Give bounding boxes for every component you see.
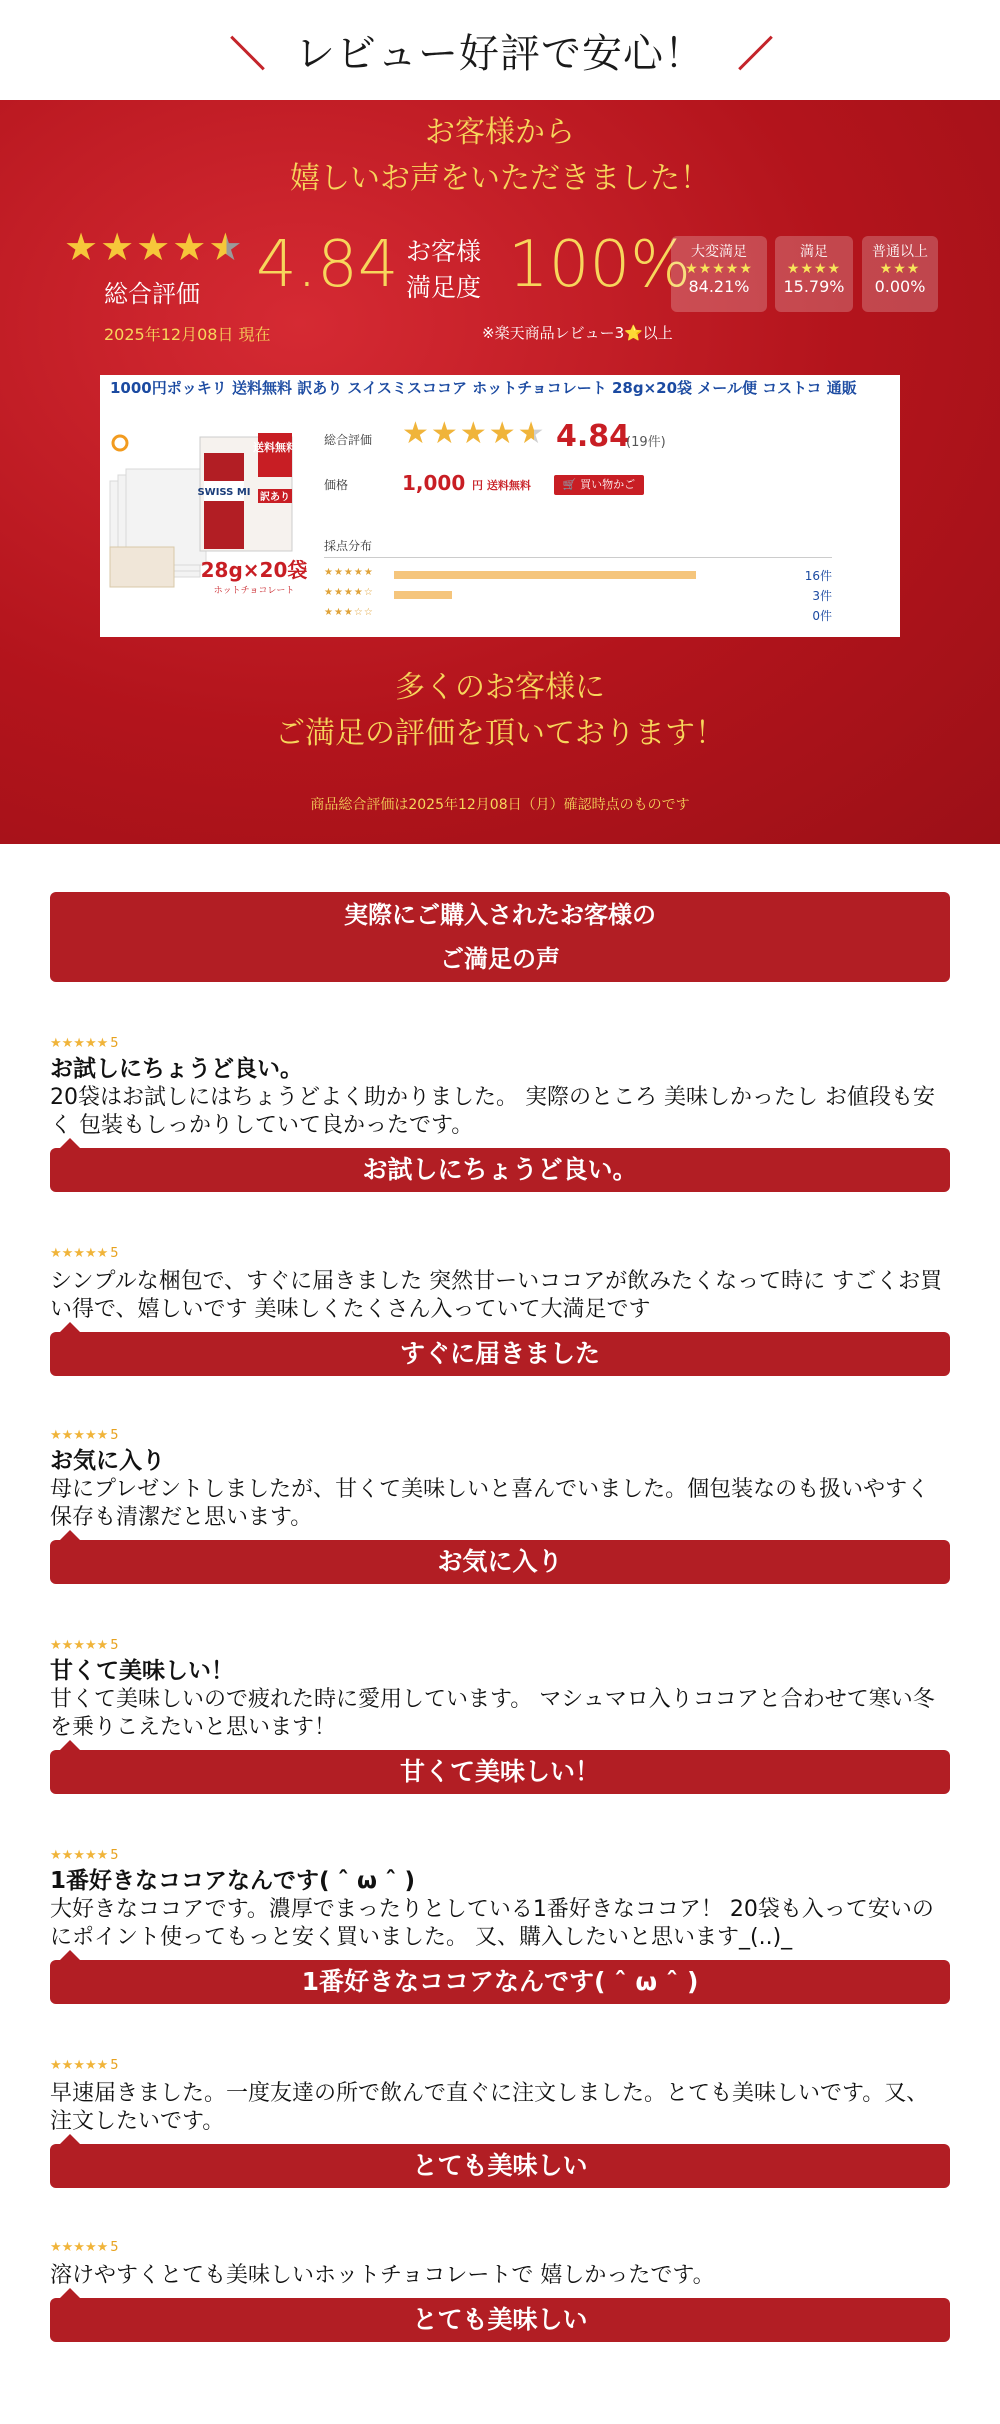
review-stars — [50, 1246, 950, 1264]
section-banner — [50, 892, 950, 982]
svg-text:送料無料: 送料無料 — [253, 441, 297, 454]
product-title-link[interactable]: 1000円ポッキリ 送料無料 訳あり スイスミスココア ホットチョコレート 28g×20袋 メール便 コストコ 通販 — [110, 379, 857, 397]
review-stars — [50, 1428, 950, 1446]
star-icon: ★ — [100, 225, 135, 269]
review-body: シンプルな梱包で、すぐに届きました 突然甘ーいココアが飲みたくなって時に すごくお買い得で、嬉しいです 美味しくたくさん入っていて大満足です — [50, 1269, 943, 1322]
band-footnote: 商品総合評価は2025年12月08日（月）確認時点のものです — [310, 797, 690, 813]
divider — [324, 557, 832, 558]
rate-box-label: 大変満足 — [691, 244, 747, 260]
overall-score: 4.84 — [256, 228, 399, 302]
review-item — [50, 1036, 950, 1192]
distribution-row-4 — [324, 587, 832, 603]
decorative-slash-left — [230, 36, 265, 71]
review-item — [50, 1638, 950, 1794]
review-stars-glyphs: ★★★★★ — [50, 1638, 109, 1653]
half-star-icon: ★ — [208, 225, 243, 269]
add-to-cart-button[interactable]: 🛒 買い物かご — [554, 475, 644, 495]
card-price-label: 価格 — [324, 478, 349, 492]
review-rating: 5 — [110, 1848, 119, 1863]
distribution-stars: ★★★★☆ — [324, 587, 374, 598]
review-rating: 5 — [110, 2058, 119, 2073]
review-title: お試しにちょうど良い。 — [50, 1056, 303, 1082]
rate-box-very-satisfied — [671, 236, 767, 312]
card-price: 1,000 — [402, 471, 466, 495]
distribution-row-5 — [324, 567, 832, 583]
half-star-icon: ★ — [517, 416, 545, 451]
satisfaction-value: 100% — [508, 228, 691, 302]
review-body: 母にプレゼントしましたが、甘くて美味しいと喜んでいました。個包装なのも扱いやすく保存も清潔だと思います。 — [50, 1477, 930, 1530]
review-stars-glyphs: ★★★★★ — [50, 2058, 109, 2073]
distribution-stars: ★★★★★ — [324, 567, 374, 578]
card-overall-label: 総合評価 — [324, 433, 373, 447]
overall-stars — [64, 225, 243, 269]
star-icon: ★ — [459, 416, 487, 451]
card-score: 4.84 — [556, 419, 631, 454]
card-stars — [402, 416, 545, 451]
review-rating: 5 — [110, 1638, 119, 1653]
band-footer-line1: 多くのお客様に — [395, 670, 605, 705]
card-review-count[interactable]: (19件) — [626, 435, 666, 450]
rate-box-stars: ★★★ — [879, 261, 921, 277]
satisfaction-label-line2: 満足度 — [406, 273, 482, 302]
rate-box-label: 満足 — [800, 244, 828, 260]
rate-box-satisfied — [775, 236, 853, 312]
review-body: 早速届きました。一度友達の所で飲んで直ぐに注文しました。とても美味しいです。又、注文したいです。 — [50, 2081, 929, 2134]
review-item — [50, 2058, 950, 2188]
svg-text:ホットチョコレート: ホットチョコレート — [213, 586, 295, 596]
band-footer-heading — [0, 665, 1000, 757]
review-body: 大好きなココアです。濃厚でまったりとしている1番好きなココア！ 20袋も入って安いのにポイント使ってもっと安く買いました。 又、購入したいと思います_(..)_ — [50, 1897, 934, 1950]
review-title: 1番好きなココアなんです( ˆ ω ˆ ) — [50, 1868, 416, 1894]
review-rating: 5 — [110, 2240, 119, 2255]
review-stars — [50, 2058, 950, 2076]
rate-box-label: 普通以上 — [872, 244, 928, 260]
review-summary-banner: お試しにちょうど良い。 — [50, 1148, 950, 1192]
review-stars-glyphs: ★★★★★ — [50, 1246, 109, 1261]
band-heading — [0, 110, 1000, 202]
review-stars — [50, 1638, 950, 1656]
distribution-label: 採点分布 — [324, 539, 373, 553]
distribution-count[interactable]: 3件 — [812, 589, 832, 603]
review-summary-banner: 甘くて美味しい！ — [50, 1750, 950, 1794]
rate-box-percent: 15.79% — [783, 277, 845, 296]
review-summary-banner: とても美味しい — [50, 2298, 950, 2342]
satisfaction-label-line1: お客様 — [406, 237, 482, 266]
star-icon: ★ — [430, 416, 458, 451]
band-heading-line1: お客様から — [425, 115, 575, 150]
review-stars-glyphs: ★★★★★ — [50, 2240, 109, 2255]
review-item — [50, 1428, 950, 1584]
card-price-unit: 円 送料無料 — [472, 479, 531, 492]
review-summary-banner: とても美味しい — [50, 2144, 950, 2188]
review-rating: 5 — [110, 1428, 119, 1443]
review-summary-banner: お気に入り — [50, 1540, 950, 1584]
review-item — [50, 1246, 950, 1376]
distribution-stars: ★★★☆☆ — [324, 607, 374, 618]
rating-summary-band — [0, 100, 1000, 844]
review-body: 20袋はお試しにはちょうどよく助かりました。 実際のところ 美味しかったし お値段も安く 包装もしっかりしていて良かったです。 — [50, 1085, 935, 1138]
review-title: 甘くて美味しい！ — [50, 1658, 234, 1684]
review-summary-banner: 1番好きなココアなんです( ˆ ω ˆ ) — [50, 1960, 950, 2004]
review-title: お気に入り — [50, 1448, 165, 1474]
rate-box-percent: 84.21% — [688, 277, 750, 296]
overall-label: 総合評価 — [104, 280, 200, 308]
review-rating: 5 — [110, 1246, 119, 1261]
review-rating: 5 — [110, 1036, 119, 1051]
product-image[interactable] — [108, 431, 308, 607]
shop-logo-icon — [113, 436, 127, 450]
review-stars — [50, 1036, 950, 1054]
review-note: ※楽天商品レビュー3⭐以上 — [482, 324, 673, 342]
rate-box-percent: 0.00% — [874, 277, 926, 296]
star-icon: ★ — [402, 416, 429, 451]
review-summary-banner: すぐに届きました — [50, 1332, 950, 1376]
review-item — [50, 1848, 950, 2004]
star-icon: ★ — [172, 225, 207, 269]
review-body: 甘くて美味しいので疲れた時に愛用しています。 マシュマロ入りココアと合わせて寒い冬を乗りこえたいと思います！ — [50, 1687, 935, 1740]
rate-box-average-or-better — [862, 236, 938, 312]
svg-text:SWISS MI: SWISS MI — [197, 487, 251, 498]
review-stars-glyphs: ★★★★★ — [50, 1848, 109, 1863]
review-stars-glyphs: ★★★★★ — [50, 1036, 109, 1051]
band-footer-line2: ご満足の評価を頂いております！ — [275, 716, 725, 751]
distribution-count: 0件 — [812, 609, 832, 623]
decorative-slash-right — [738, 36, 773, 71]
review-body: 溶けやすくとても美味しいホットチョコレートで 嬉しかったです。 — [50, 2263, 715, 2288]
distribution-row-3 — [324, 607, 832, 623]
band-heading-line2: 嬉しいお声をいただきました！ — [290, 161, 710, 196]
page-header — [0, 0, 1000, 100]
star-icon: ★ — [488, 416, 516, 451]
distribution-count[interactable]: 16件 — [804, 569, 832, 583]
review-stars — [50, 2240, 950, 2258]
star-icon: ★ — [64, 225, 99, 269]
distribution-bar — [394, 571, 696, 579]
rate-box-stars: ★★★★★ — [685, 261, 753, 277]
section-banner-line2: ご満足の声 — [440, 945, 560, 973]
svg-text:訳あり: 訳あり — [260, 492, 290, 503]
distribution-bar — [394, 591, 452, 599]
svg-text:28g×20袋: 28g×20袋 — [200, 558, 308, 582]
page-title: レビュー好評で安心！ — [295, 30, 705, 77]
review-item — [50, 2240, 950, 2342]
review-stars — [50, 1848, 950, 1866]
rate-box-stars: ★★★★ — [786, 261, 842, 277]
product-review-card — [100, 375, 900, 637]
satisfaction-label — [406, 234, 481, 306]
section-banner-line1: 実際にご購入されたお客様の — [344, 901, 656, 929]
review-stars-glyphs: ★★★★★ — [50, 1428, 109, 1443]
date-label: 2025年12月08日 現在 — [104, 325, 271, 344]
star-icon: ★ — [136, 225, 171, 269]
